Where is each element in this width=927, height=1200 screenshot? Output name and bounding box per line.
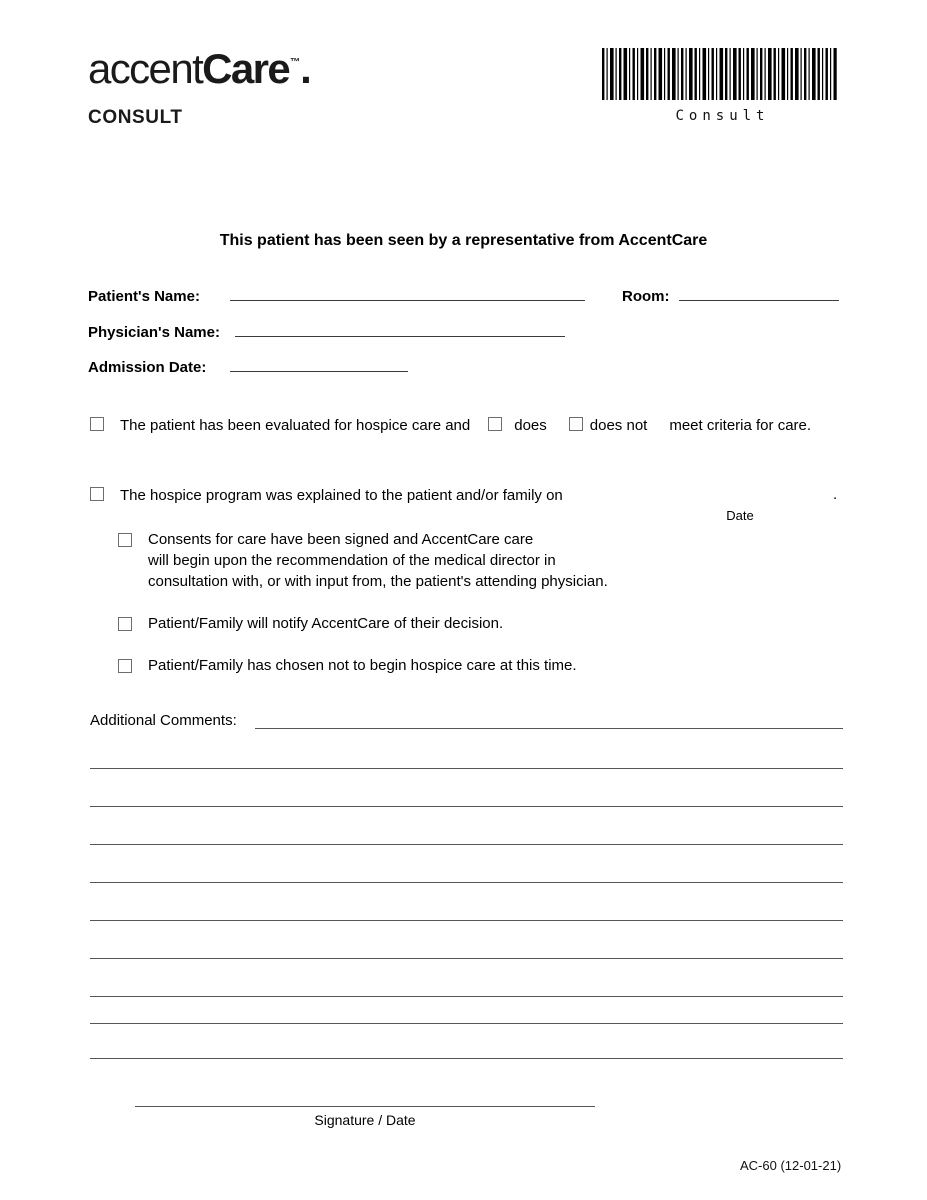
checkbox-notify[interactable] — [118, 617, 132, 631]
form-subtitle: CONSULT — [88, 107, 183, 128]
logo-text-care: Care — [202, 45, 290, 92]
sub-item-notify-label: Patient/Family will notify AccentCare of their decision. — [148, 615, 504, 632]
physician-name-label: Physician's Name: — [88, 324, 220, 341]
explained-row — [90, 486, 563, 504]
explained-date-caption: Date — [726, 508, 754, 523]
sub-item-declined-label: Patient/Family has chosen not to begin hospice care at this time. — [148, 657, 577, 674]
comment-line-3[interactable] — [90, 806, 843, 807]
signature-input[interactable] — [135, 1106, 595, 1107]
comment-line-4[interactable] — [90, 844, 843, 845]
logo-text-accent: accent — [88, 45, 203, 92]
comment-line-1[interactable] — [255, 728, 843, 729]
admission-date-row — [88, 359, 408, 376]
comment-line-8[interactable] — [90, 996, 843, 997]
admission-date-label: Admission Date: — [88, 359, 207, 376]
comment-line-6[interactable] — [90, 920, 843, 921]
barcode-label: Consult — [675, 108, 770, 124]
sub-item-consents-line-3: consultation with, or with input from, the patient's attending physician. — [148, 573, 608, 590]
label-does: does — [514, 417, 547, 434]
barcode-icon — [600, 48, 840, 100]
room-label: Room: — [622, 288, 670, 305]
checkbox-evaluated[interactable] — [90, 417, 104, 431]
label-does-not: does not — [589, 417, 648, 434]
sub-item-consents-body — [148, 529, 608, 592]
physician-name-row — [88, 324, 565, 341]
patient-name-input[interactable] — [230, 300, 585, 301]
evaluation-text-after: meet criteria for care. — [669, 417, 812, 434]
checkbox-does[interactable] — [488, 417, 502, 431]
patient-name-label: Patient's Name: — [88, 288, 200, 305]
comment-line-7[interactable] — [90, 958, 843, 959]
sub-item-declined — [118, 655, 577, 676]
checkbox-consents[interactable] — [118, 533, 132, 547]
checkbox-declined[interactable] — [118, 659, 132, 673]
evaluation-text-before: The patient has been evaluated for hospice care and — [120, 417, 471, 434]
room-input[interactable] — [679, 300, 839, 301]
additional-comments-label: Additional Comments: — [90, 712, 237, 729]
sub-item-notify — [118, 613, 503, 634]
form-code: AC-60 (12-01-21) — [740, 1158, 842, 1173]
explained-period: . — [833, 486, 838, 503]
admission-date-input[interactable] — [230, 371, 408, 372]
sub-item-consents — [118, 529, 608, 592]
sub-item-consents-line-2: will begin upon the recommendation of the medical director in — [148, 552, 556, 569]
logo-wordmark — [88, 40, 310, 92]
comment-line-5[interactable] — [90, 882, 843, 883]
logo-period: . — [300, 45, 311, 92]
comment-line-2[interactable] — [90, 768, 843, 769]
explained-text: The hospice program was explained to the patient and/or family on — [120, 487, 563, 504]
comment-line-10[interactable] — [90, 1058, 843, 1059]
page-title: This patient has been seen by a representative from AccentCare — [219, 232, 708, 249]
signature-caption: Signature / Date — [314, 1112, 416, 1128]
evaluation-row — [90, 416, 811, 434]
physician-name-input[interactable] — [235, 336, 565, 337]
barcode-block — [600, 48, 840, 124]
accentcare-logo — [88, 40, 310, 92]
patient-name-row — [88, 288, 585, 305]
checkbox-explained[interactable] — [90, 487, 104, 501]
room-row — [622, 288, 839, 305]
sub-item-consents-line-1: Consents for care have been signed and AccentCare care — [148, 531, 534, 548]
comment-line-9[interactable] — [90, 1023, 843, 1024]
trademark-icon: ™ — [290, 57, 301, 68]
checkbox-does-not[interactable] — [569, 417, 583, 431]
